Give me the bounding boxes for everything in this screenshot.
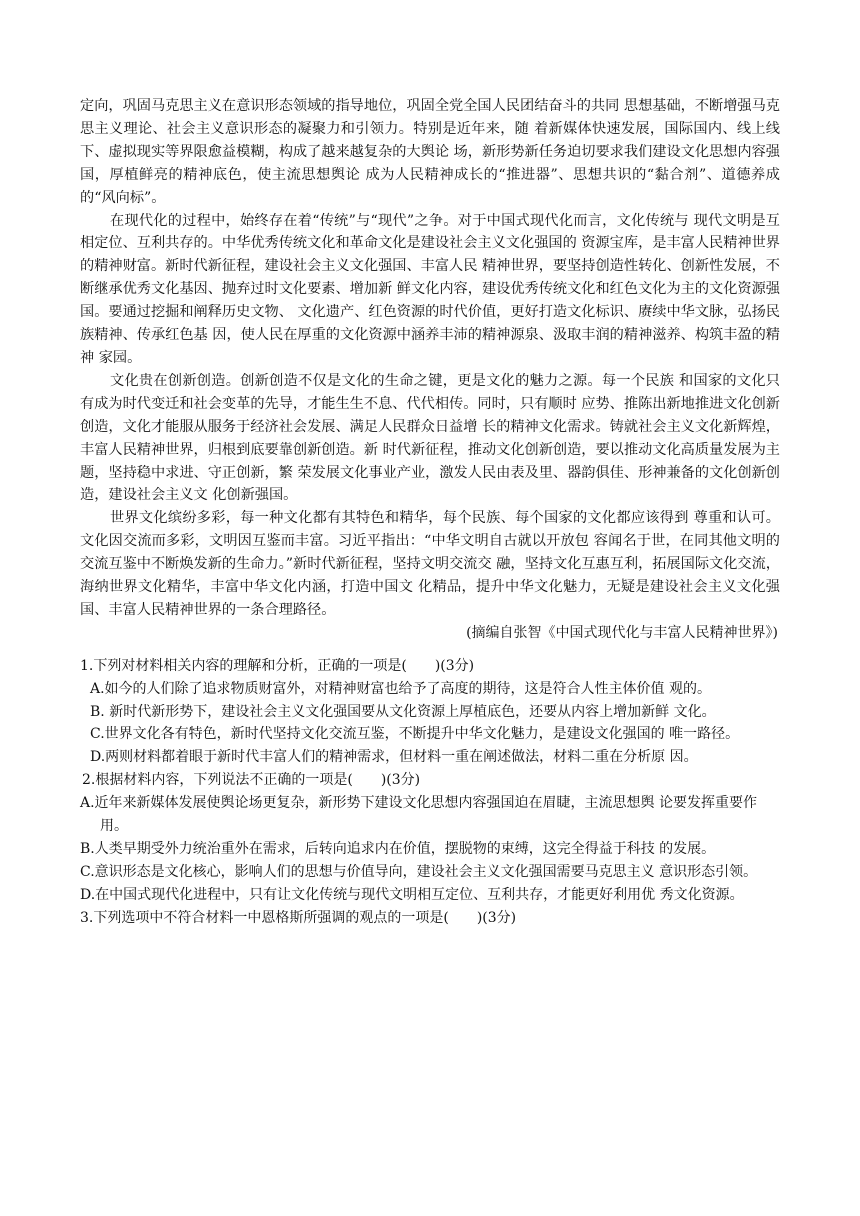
option-d[interactable]: D.在中国式现代化进程中，只有让文化传统与现代文明相互定位、互利共存，才能更好利用优 秀文化资源。 <box>80 886 744 903</box>
option-a[interactable]: A.如今的人们除了追求物质财富外，对精神财富也给予了高度的期待，这是符合人性主体价值 观的。 <box>90 680 712 697</box>
question-stem: 1.下列对材料相关内容的理解和分析，正确的一项是( )(3分) <box>80 657 475 674</box>
passage-paragraph: 在现代化的过程中，始终存在着“传统”与“现代”之争。对于中国式现代化而言，文化传统与 现代文明是互相定位、互利共存的。中华优秀传统文化和革命文化是建设社会主义文化强国的 资源宝库，是丰富人民精神世界的精神财富。新时代新征程，建设社会主义文化强国、丰富人民 精神世界，要坚持创造性转化、创新性发展，不断继承优秀文化基因、抛弃过时文化要素、增加新 鲜文化内容，建设优秀传统文化和红色文化为主的文化资源强国。要通过挖掘和阐释历史文物、 文化遗产、红色资源的时代价值，更好打造文化标识、赓续中华文脉，弘扬民族精神、传承红色基 因，使人民在厚重的文化资源中涵养丰沛的精神源泉、汲取丰润的精神滋养、构筑丰盈的精神 家园。 <box>80 212 780 366</box>
option-c[interactable]: C.世界文化各有特色，新时代坚持文化交流互鉴，不断提升中华文化魅力，是建设文化强国的 唯一路径。 <box>90 726 740 743</box>
passage-source: (摘编自张智《中国式现代化与丰富人民精神世界》) <box>466 624 778 641</box>
reading-passage <box>80 95 780 645</box>
option-b[interactable]: B.人类早期受外力统治重外在需求，后转向追求内在价值，摆脱物的束缚，这完全得益于科技 的发展。 <box>80 841 716 857</box>
question-stem: 2.根据材料内容，下列说法不正确的一项是( )(3分) <box>82 772 421 789</box>
option-a[interactable]: A.近年来新媒体发展使舆论场更复杂，新形势下建设文化思想内容强国迫在眉睫，主流思想舆 论要发挥重要作用。 <box>80 795 758 835</box>
option-c[interactable]: C.意识形态是文化核心，影响人们的思想与价值导向，建设社会主义文化强国需要马克思主义 意识形态引领。 <box>80 863 758 880</box>
passage-paragraph: 定向，巩固马克思主义在意识形态领域的指导地位，巩固全党全国人民团结奋斗的共同 思想基础，不断增强马克思主义理论、社会主义意识形态的凝聚力和引领力。特别是近年来，随 着新媒体快速发展，国际国内、线上线下、虚拟现实等界限愈益模糊，构成了越来越复杂的大舆论 场，新形势新任务迫切要求我们建设文化思想内容强国，厚植鲜亮的精神底色，使主流思想舆论 成为人民精神成长的“推进器”、思想共识的“黏合剂”、道德养成的“风向标”。 <box>80 98 780 206</box>
option-b[interactable]: B. 新时代新形势下，建设社会主义文化强国要从文化资源上厚植底色，还要从内容上增加新鲜 文化。 <box>90 703 716 720</box>
passage-paragraph: 文化贵在创新创造。创新创造不仅是文化的生命之键，更是文化的魅力之源。每一个民族 和国家的文化只有成为时代变迁和社会变革的先导，才能生生不息、代代相传。同时，只有顺时 应势、推陈出新地推进文化创新创造，文化才能服从服务于经济社会发展、满足人民群众日益增 长的精神文化需求。铸就社会主义文化新辉煌，丰富人民精神世界，归根到底要靠创新创造。新 时代新征程，推动文化创新创造，要以推动文化高质量发展为主题，坚持稳中求进、守正创新，繁 荣发展文化事业产业，激发人民由表及里、器韵俱佳、形神兼备的文化创新创造，建设社会主义文 化创新强国。 <box>80 372 780 504</box>
question-2 <box>80 769 780 906</box>
option-d[interactable]: D.两则材料都着眼于新时代丰富人们的精神需求，但材料一重在阐述做法，材料二重在分析原 因。 <box>90 749 698 766</box>
question-3 <box>80 907 780 930</box>
exam-page <box>80 95 780 930</box>
question-stem: 3.下列选项中不符合材料一中恩格斯所强调的观点的一项是( )(3分) <box>80 909 517 926</box>
passage-paragraph: 世界文化缤纷多彩，每一种文化都有其特色和精华，每个民族、每个国家的文化都应该得到 尊重和认可。文化因交流而多彩，文明因互鉴而丰富。习近平指出：“中华文明自古就以开放包 容闻名于世，在同其他文明的交流互鉴中不断焕发新的生命力。”新时代新征程，坚持文明交流交 融，坚持文化互惠互利，拓展国际文化交流，海纳世界文化精华，丰富中华文化内涵，打造中国文 化精品，提升中华文化魅力，无疑是建设社会主义文化强国、丰富人民精神世界的一条合理路径。 <box>80 510 780 618</box>
question-1 <box>80 655 780 770</box>
